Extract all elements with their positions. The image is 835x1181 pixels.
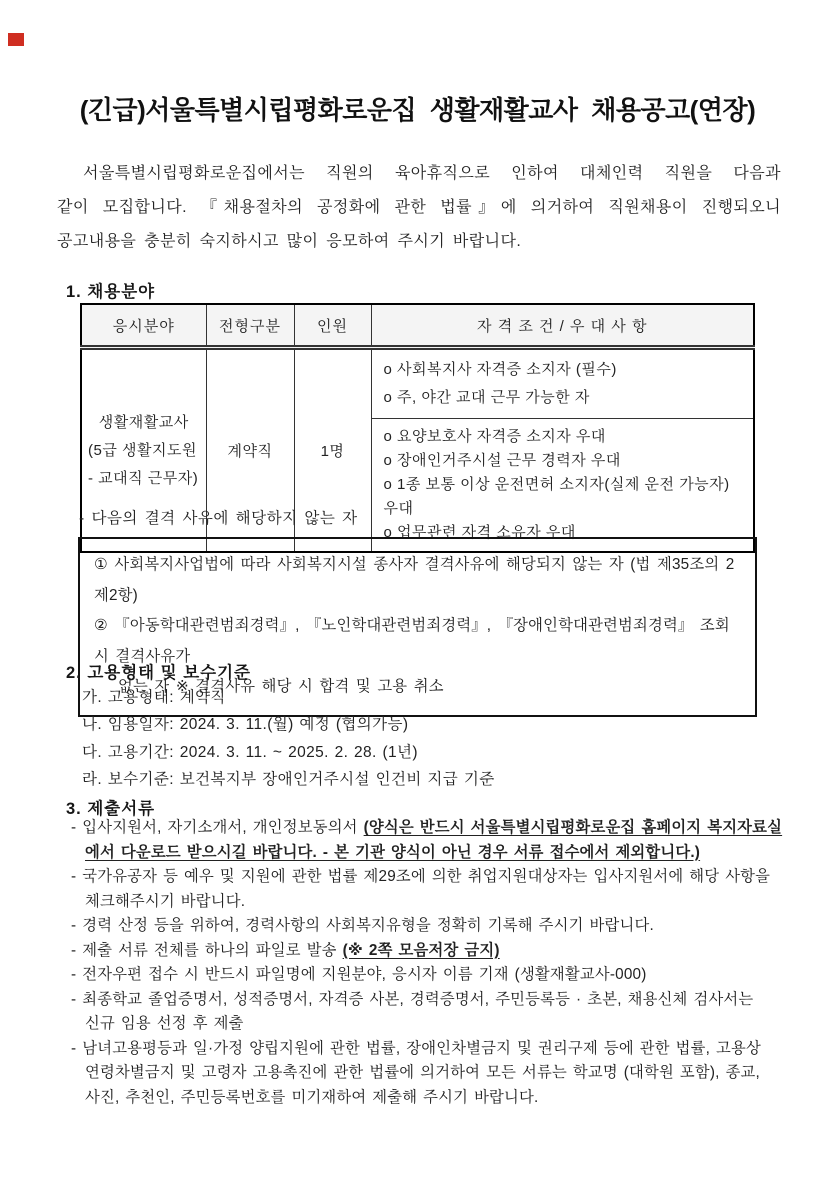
intro-line: 서울특별시립평화로운집에서는 직원의 육아휴직으로 인하여 대체인력 직원을 다음과 (83, 165, 781, 182)
list-item (71, 841, 797, 866)
cell-preferred-qualifications (371, 419, 754, 553)
list-item: - 최종학교 졸업증명서, 성적증명서, 자격증 사본, 경력증명서, 주민등록등 · 초본, 채용신체 검사서는 (71, 990, 754, 1008)
required-item: o 사회복지사 자격증 소지자 (필수) (383, 361, 617, 378)
intro-line: 같이 모집합니다. 『채용절차의 공정화에 관한 법률』에 의거하여 직원채용이 진행되오니 (57, 199, 781, 216)
list-item: 다. 고용기간: 2024. 3. 11. ~ 2025. 2. 28. (1년) (82, 743, 418, 761)
section3-heading: 3. 제출서류 (66, 800, 156, 818)
list-item: - 국가유공자 등 예우 및 지원에 관한 법률 제29조에 의한 취업지원대상자는 입사지원서에 해당 사항을 (71, 868, 771, 885)
list-item: 연령차별금지 및 고령자 고용촉진에 관한 법률에 의거하여 모든 서류는 학교명 (대학원 포함), 종교, (85, 1064, 760, 1081)
position-line: - 교대직 근무자) (88, 469, 199, 487)
table-header-row (81, 304, 754, 348)
cell-required-qualifications (371, 348, 754, 419)
cell-employment-type: 계약직 (206, 348, 294, 553)
header-cell-field: 응시분야 (81, 304, 206, 348)
page-title: (긴급)서울특별시립평화로운집 생활재활교사 채용공고(연장) (79, 95, 756, 125)
list-item (71, 939, 797, 964)
list-item: - 남녀고용평등과 일·가정 양립지원에 관한 법률, 장애인차별금지 및 권리구제 등에 관한 법률, 고용상 (71, 1039, 761, 1057)
red-stamp-mark (8, 33, 24, 46)
preferred-item: o 요양보호사 자격증 소지자 우대 (383, 428, 606, 445)
table-row (81, 348, 754, 419)
intro-paragraph (57, 157, 781, 259)
list-item: 신규 임용 선정 후 제출 (85, 1015, 244, 1032)
list-item: 라. 보수기준: 보건복지부 장애인거주시설 인건비 지급 기준 (82, 770, 495, 788)
position-line: (5급 생활지도원 (88, 441, 197, 459)
list-item: 체크해주시기 바랍니다. (85, 892, 246, 910)
box-line: 없는 자 ※ 결격사유 해당 시 합격 및 고용 취소 (118, 678, 444, 695)
box-line: ② 『아동학대관련범죄경력』, 『노인학대관련범죄경력』, 『장애인학대관련범죄경력』 조회 시 결격사유가 (94, 617, 730, 665)
section1-heading: 1. 채용분야 (66, 283, 156, 301)
header-cell-type: 전형구분 (206, 304, 294, 348)
required-item: o 주, 야간 교대 근무 가능한 자 (383, 389, 590, 406)
list-item (71, 816, 797, 841)
list-item-text: - 제출 서류 전체를 하나의 파일로 발송 (71, 941, 343, 959)
list-item-emphasis: (양식은 반드시 서울특별시립평화로운집 홈페이지 복지자료실 (363, 819, 783, 836)
section2-heading: 2. 고용형태 및 보수기준 (66, 664, 251, 682)
preferred-item: o 업무관련 자격 소유자 우대 (383, 524, 576, 541)
list-item-emphasis: 에서 다운로드 받으시길 바랍니다. - 본 기관 양식이 아닌 경우 서류 접수에서 제외합니다.) (85, 843, 701, 861)
cell-headcount: 1명 (294, 348, 371, 553)
preferred-item: o 장애인거주시설 근무 경력자 우대 (383, 452, 621, 469)
list-item-text: - 입사지원서, 자기소개서, 개인정보동의서 (71, 819, 364, 836)
position-line: 생활재활교사 (98, 413, 189, 431)
list-item: 가. 고용형태: 계약직 (82, 689, 226, 706)
preferred-item: o 1종 보통 이상 운전면허 소지자(실제 운전 가능자) 우대 (383, 476, 730, 517)
section2-list (82, 684, 495, 793)
section3-list (71, 816, 797, 1110)
box-line: ① 사회복지사업법에 따라 사회복지시설 종사자 결격사유에 해당되지 않는 자 (법 제35조의 2 제2항) (94, 556, 735, 604)
list-item: - 전자우편 접수 시 반드시 파일명에 지원분야, 응시자 이름 기재 (생활재활교사-000) (71, 966, 647, 983)
list-item-emphasis: (※ 2쪽 모음저장 금지) (342, 941, 500, 959)
list-item: - 경력 산정 등을 위하여, 경력사항의 사회복지유형을 정확히 기록해 주시기 바랍니다. (71, 917, 654, 934)
header-cell-headcount: 인원 (294, 304, 371, 348)
intro-line: 공고내용을 충분히 숙지하시고 많이 응모하여 주시기 바랍니다. (57, 233, 522, 250)
header-cell-qualifications: 자 격 조 건 / 우 대 사 항 (371, 304, 754, 348)
disqualification-note: - 다음의 결격 사유에 해당하지 않는 자 (79, 510, 358, 527)
list-item: 사진, 추천인, 주민등록번호를 미기재하여 제출해 주시기 바랍니다. (85, 1088, 539, 1106)
list-item: 나. 임용일자: 2024. 3. 11.(월) 예정 (협의가능) (82, 716, 409, 734)
